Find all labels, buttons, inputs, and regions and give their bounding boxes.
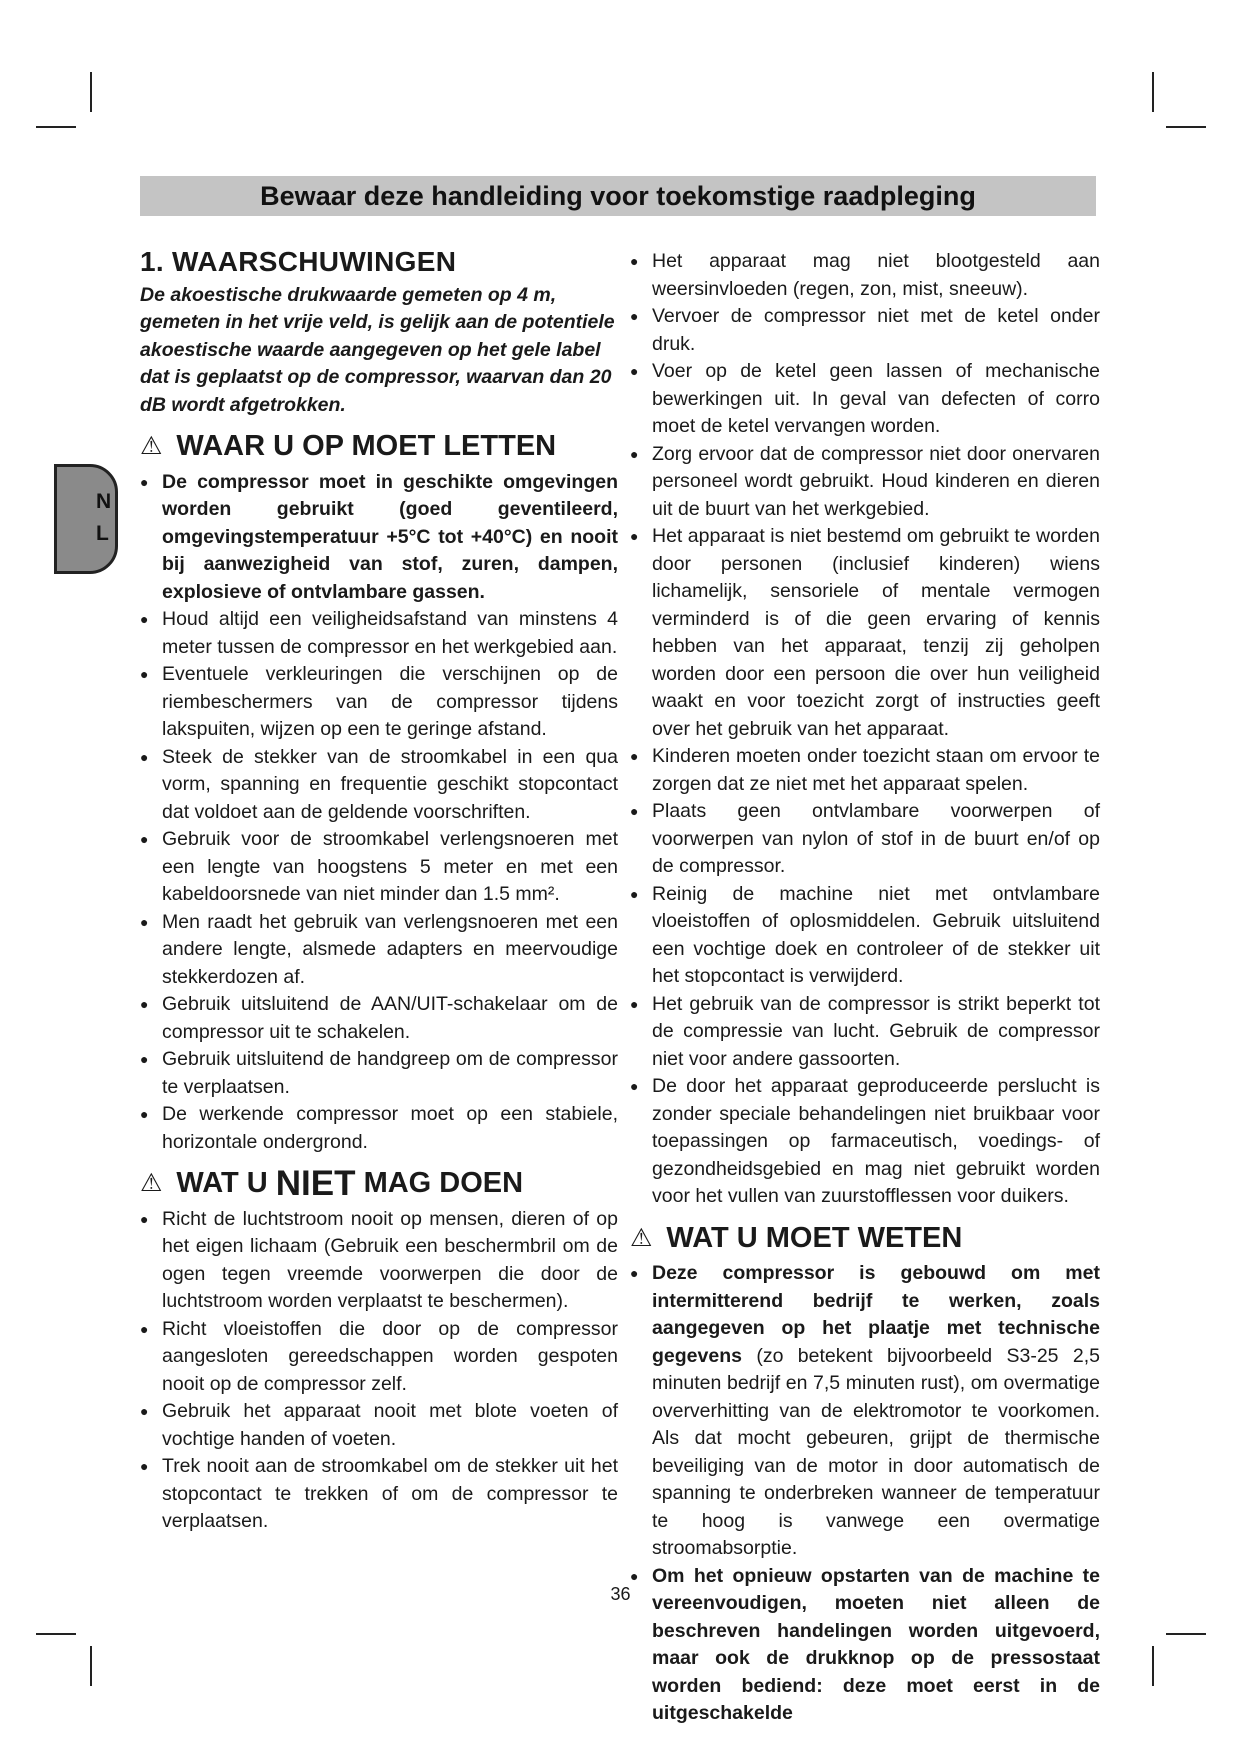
crop-mark — [1152, 72, 1154, 112]
crop-mark — [36, 1633, 76, 1635]
list-item: ● De werkende compressor moet op een stabiele, horizontale ondergrond. — [140, 1101, 618, 1156]
crop-mark — [1166, 126, 1206, 128]
list-item: ● Het apparaat mag niet blootgesteld aan weersinvloeden (regen, zon, mist, sneeuw). — [630, 248, 1100, 303]
list-item: ● Houd altijd een veiligheidsafstand van minstens 4 meter tussen de compressor en het werkgebied aan. — [140, 606, 618, 661]
page-banner: Bewaar deze handleiding voor toekomstige raadpleging — [140, 176, 1096, 216]
list-item: ● Vervoer de compressor niet met de ketel onder druk. — [630, 303, 1100, 358]
heading-wat-u-moet-weten — [630, 1221, 1100, 1254]
crop-mark — [1152, 1646, 1154, 1686]
heading-text-post: MAG DOEN — [363, 1167, 524, 1199]
list-item: ● Reinig de machine niet met ontvlambare vloeistoffen of oplosmiddelen. Gebruik uitsluitend een vochtige doek en controleer of de stekker uit het stopcontact is verwijderd. — [630, 881, 1100, 991]
heading-text-pre: WAT U — [176, 1167, 268, 1199]
list-item: ● Kinderen moeten onder toezicht staan om ervoor te zorgen dat ze niet met het apparaat spelen. — [630, 743, 1100, 798]
right-column — [630, 248, 1100, 1728]
section-title: 1. WAARSCHUWINGEN — [140, 246, 457, 277]
warning-icon: ⚠ — [630, 1223, 653, 1252]
left-column — [140, 248, 618, 1536]
list-item-bold: Deze compressor is gebouwd om met intermitterend bedrijf te werken, zoals aangegeven op het plaatje met technische gegevens — [652, 1262, 1100, 1367]
list-item: ● De door het apparaat geproduceerde perslucht is zonder speciale behandelingen niet bruikbaar voor toepassingen op farmaceutisch, voedings- of gezondheidsgebied en mag niet gebruikt worden voor het vullen van zuurstofflessen voor duikers. — [630, 1073, 1100, 1211]
warning-icon: ⚠ — [140, 432, 163, 460]
list-item: ● Eventuele verkleuringen die verschijnen op de riembeschermers van de compressor tijdens lakspuiten, wijzen op een te geringe afstand. — [140, 661, 618, 744]
list-item: ● Gebruik voor de stroomkabel verlengsnoeren met een lengte van hoogstens 5 meter en met een kabeldoorsnede van niet minder dan 1.5 mm². — [140, 826, 618, 909]
letten-list-continued — [630, 248, 1100, 1211]
list-item-rest: (zo betekent bijvoorbeeld S3-25 2,5 minuten bedrijf en 7,5 minuten rust), om overmatige oververhitting van de elektromotor te voorkomen. Als dat mocht gebeuren, grijpt de thermische beveiliging van de motor in door automatisch de spanning te onderbreken wanneer de temperatuur te hoog is vanwege een overmatige stroomabsorptie. — [652, 1344, 1100, 1559]
list-item: ● Om het opnieuw opstarten van de machine te vereenvoudigen, moeten niet alleen de beschreven handelingen worden uitgevoerd, maar ook de drukknop op de pressostaat worden bediend: deze moet eerst in de uitgeschakelde — [630, 1563, 1100, 1728]
language-tab — [54, 464, 118, 574]
list-item: ● Gebruik het apparaat nooit met blote voeten of vochtige handen of voeten. — [140, 1398, 618, 1453]
list-item: ● Het apparaat is niet bestemd om gebruikt te worden door personen (inclusief kinderen) wiens lichamelijk, sensoriele of mentale vermogen verminderd is of die geen ervaring of kennis hebben van het apparaat, tenzij zij geholpen worden door een persoon die over hun veiligheid waakt en voor toezicht zorgt of instructies geeft over het gebruik van het apparaat. — [630, 523, 1100, 743]
warning-icon: ⚠ — [140, 1169, 163, 1197]
list-item: ● De compressor moet in geschikte omgevingen worden gebruikt (goed geventileerd, omgevingstemperatuur +5°C tot +40°C) en nooit bij aanwezigheid van stof, zuren, dampen, explosieve of ontvlambare gassen. — [140, 469, 618, 607]
niet-mag-doen-list — [140, 1206, 618, 1536]
page-number: 36 — [610, 1584, 631, 1604]
list-item: ● Zorg ervoor dat de compressor niet door onervaren personeel wordt gebruikt. Houd kinderen en dieren uit de buurt van het werkgebied. — [630, 441, 1100, 524]
crop-mark — [1166, 1633, 1206, 1635]
list-item: ● Richt de luchtstroom nooit op mensen, dieren of op het eigen lichaam (Gebruik een beschermbril om de ogen tegen vreemde voorwerpen die door de luchtstroom worden verplaatst te beschermen). — [140, 1206, 618, 1316]
moet-weten-list — [630, 1260, 1100, 1728]
list-item: ● Men raadt het gebruik van verlengsnoeren met een andere lengte, alsmede adapters en meervoudige stekkerdozen af. — [140, 909, 618, 992]
heading-text: WAAR U OP MOET LETTEN — [176, 430, 557, 462]
list-item — [630, 1260, 1100, 1563]
heading-wat-u-niet-mag-doen — [140, 1164, 618, 1203]
heading-waar-u-op-moet-letten — [140, 430, 618, 462]
heading-text-emphasis: NIET — [275, 1164, 356, 1203]
list-item: ● Het gebruik van de compressor is strikt beperkt tot de compressie van lucht. Gebruik de compressor niet voor andere gassoorten. — [630, 991, 1100, 1074]
list-item: ● Voer op de ketel geen lassen of mechanische bewerkingen uit. In geval van defecten of corro moet de ketel vervangen worden. — [630, 358, 1100, 441]
crop-mark — [90, 1646, 92, 1686]
crop-mark — [90, 72, 92, 112]
list-item: ● Gebruik uitsluitend de handgreep om de compressor te verplaatsen. — [140, 1046, 618, 1101]
letten-list — [140, 469, 618, 1157]
language-tab-letter: L — [96, 522, 109, 545]
intro-paragraph: De akoestische drukwaarde gemeten op 4 m, gemeten in het vrije veld, is gelijk aan de potentiele akoestische waarde aangegeven op het gele label dat is geplaatst op de compressor, waarvan dan 20 dB wordt afgetrokken. — [140, 283, 615, 416]
heading-text: WAT U MOET WETEN — [666, 1221, 963, 1254]
list-item: ● Richt vloeistoffen die door op de compressor aangesloten gereedschappen worden gespoten nooit op de compressor zelf. — [140, 1316, 618, 1399]
crop-mark — [36, 126, 76, 128]
language-tab-letter: N — [96, 490, 112, 513]
list-item: ● Gebruik uitsluitend de AAN/UIT-schakelaar om de compressor uit te schakelen. — [140, 991, 618, 1046]
list-item: ● Trek nooit aan de stroomkabel om de stekker uit het stopcontact te trekken of om de compressor te verplaatsen. — [140, 1453, 618, 1536]
list-item: ● Plaats geen ontvlambare voorwerpen of voorwerpen van nylon of stof in de buurt en/of op de compressor. — [630, 798, 1100, 881]
list-item: ● Steek de stekker van de stroomkabel in een qua vorm, spanning en frequentie geschikt stopcontact dat voldoet aan de geldende voorschriften. — [140, 744, 618, 827]
